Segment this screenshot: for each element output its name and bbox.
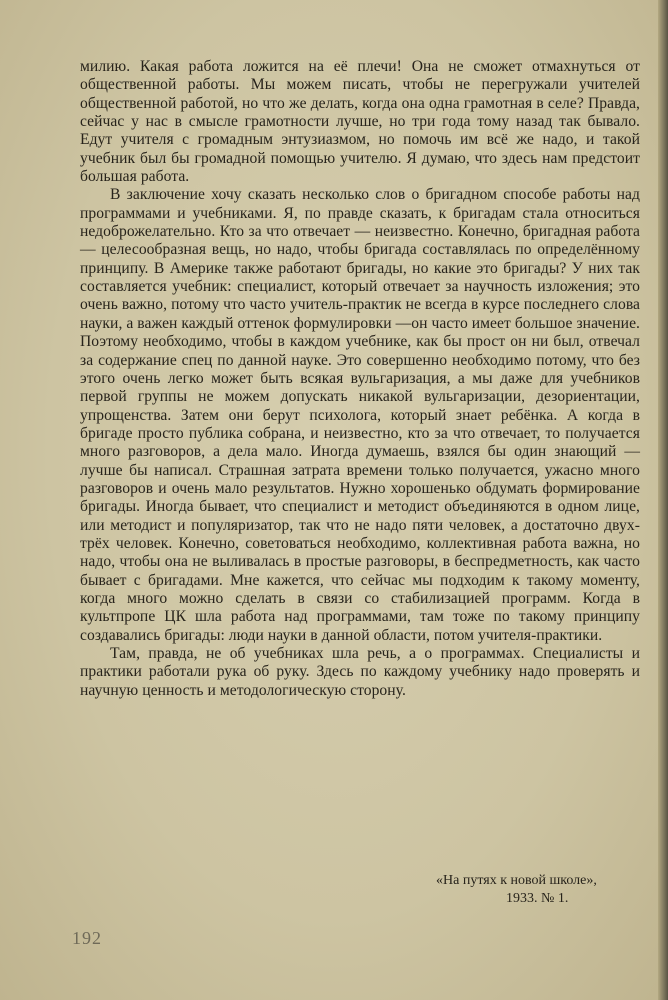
source-issue: 1933. № 1.: [506, 891, 569, 906]
paragraph-conclusion: Там, правда, не об учебниках шла речь, а о программах. Специалисты и практики работали рука об руку. Здесь по каждому учебнику надо проверять и научную ценность и методологическую сторону.: [80, 645, 640, 699]
page-number: 192: [72, 928, 102, 948]
book-spine-shadow: [658, 0, 668, 1000]
paragraph-brigades: В заключение хочу сказать несколько слов о бригадном способе работы над программами и учебниками. Я, по правде сказать, к бригадам стала относиться недоброжелательно. Кто за что отвечает — неизвестно. Конечно, бригадная работа — целесообразная вещь, но надо, чтобы бригада составлялась по определённому принципу. В Америке также работают бригады, но какие это бригады? У них так составляется учебник: специалист, который отвечает за научность изложения; это очень важно, потому что часто учитель-практик не всегда в курсе последнего слова науки, а важен каждый оттенок формулировки —он часто имеет большое значение. Поэтому необходимо, чтобы в каждом учебнике, как бы прост он ни был, отвечал за содержание спец по данной науке. Это совершенно необходимо потому, что без этого очень легко может быть всякая вульгаризация, а мы даже для учебников первой группы не можем допускать никакой вульгаризации, дезориентации, упрощенства. Затем они берут психолога, который знает ребёнка. А когда в бригаде просто публика собрана, и неизвестно, кто за что отвечает, то получается много разговоров, а дела мало. Иногда думаешь, взялся бы один знающий — лучше бы написал. Страшная затрата времени только получается, ужасно много разговоров и очень мало результатов. Нужно хорошенько обдумать формирование бригады. Иногда бывает, что специалист и методист объединяются в одном лице, или методист и популяризатор, так что не надо пяти человек, а достаточно двух-трёх человек. Конечно, советоваться необходимо, коллективная работа важна, но надо, чтобы она не выливалась в простые разговоры, в беспредметность, как часто бывает с бригадами. Мне кажется, что сейчас мы подходим к такому моменту, когда много можно сделать в связи со стабилизацией программ. Когда в культпропе ЦК шла работа над программами, там тоже по такому принципу создавались бригады: люди науки в данной области, потом учителя-практики.: [80, 186, 640, 644]
source-title: «На путях к новой школе»,: [436, 873, 597, 888]
body-text: [80, 58, 640, 700]
paragraph-continuation: милию. Какая работа ложится на её плечи! Она не сможет отмахнуться от общественной работы. Мы можем писать, чтобы не перегружали учителей общественной работой, но что же делать, когда она одна грамотная в селе? Правда, сейчас у нас в смысле грамотности лучше, но три года тому назад так бывало. Едут учителя с громадным энтузиазмом, но помочь им всё же надо, и такой учебник был бы громадной помощью учителю. Я думаю, что здесь нам предстоит большая работа.: [80, 58, 640, 186]
source-citation: [380, 872, 650, 908]
